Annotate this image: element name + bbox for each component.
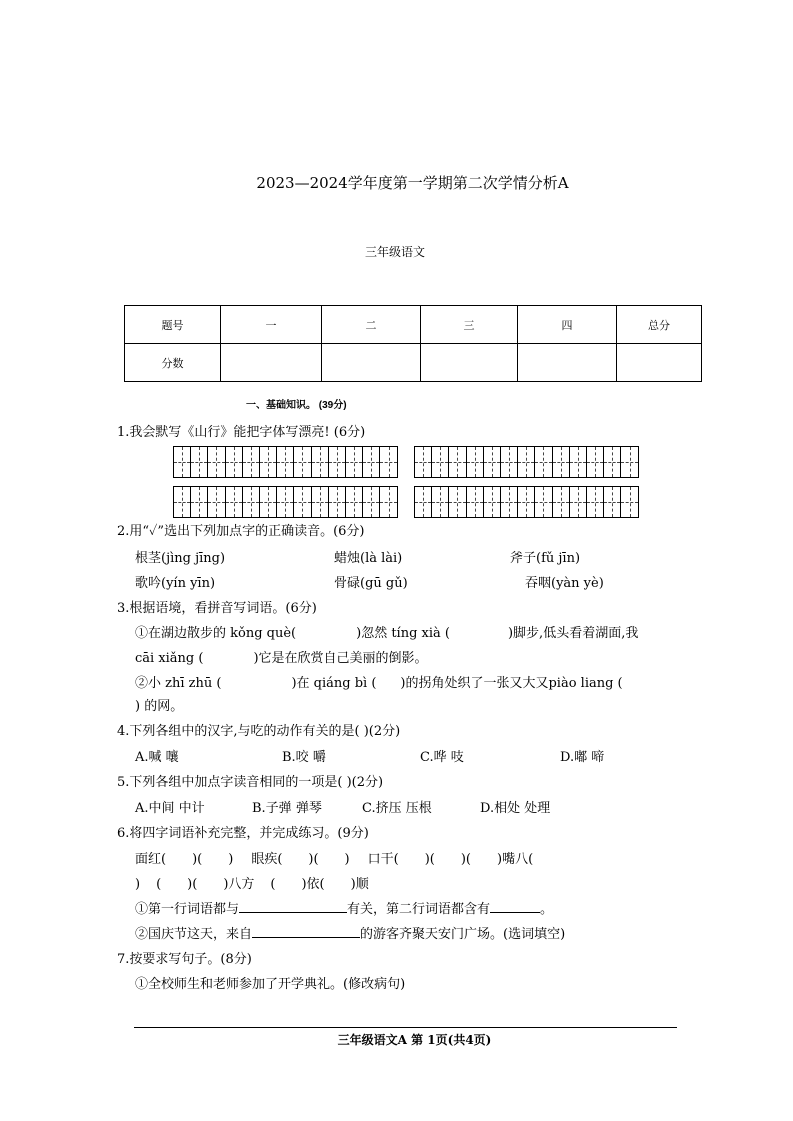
- score-table-score-row: [125, 344, 702, 382]
- score-cell-1[interactable]: [221, 344, 322, 382]
- writing-grid[interactable]: [414, 446, 639, 478]
- question-5: 5.下列各组中加点字读音相同的一项是( )(2分): [117, 775, 384, 790]
- score-header-cell: 四: [518, 306, 617, 344]
- score-table: [124, 305, 702, 382]
- choice-option[interactable]: A.喊 嚷: [135, 750, 179, 765]
- q3-text: cāi xiǎng (: [135, 651, 204, 666]
- idiom-fragment: )(: [460, 852, 472, 867]
- choice-option[interactable]: D.相处 处理: [480, 801, 551, 816]
- q6-text: 有关，第二行词语都含有: [347, 902, 491, 917]
- q6-idioms-row-2: [135, 873, 369, 892]
- score-cell-total[interactable]: [617, 344, 702, 382]
- q6-sub-2: [135, 923, 565, 942]
- idiom-fragment: )顺: [350, 877, 369, 892]
- idiom-fragment: (: [270, 877, 276, 892]
- question-2: 2.用“✓”选出下列加点字的正确读音。(6分): [117, 524, 365, 539]
- q6-text: 。: [540, 902, 554, 917]
- idiom-fragment: )八方: [223, 877, 255, 892]
- idiom-fragment: )依(: [301, 877, 325, 892]
- score-header-cell: 题号: [125, 306, 221, 344]
- q3-text: ②小 zhī zhū (: [135, 676, 222, 691]
- choice-option[interactable]: C.哗 吱: [420, 750, 464, 765]
- choice-option[interactable]: B.咬 嚼: [282, 750, 326, 765]
- idiom-fragment: )(: [424, 852, 435, 867]
- q3-line-1: [135, 622, 638, 641]
- writing-grid[interactable]: [173, 446, 398, 478]
- question-4: 4.下列各组中的汉字,与吃的动作有关的是( )(2分): [117, 724, 401, 739]
- question-1: 1.我会默写《山行》能把字体写漂亮! (6分): [117, 425, 366, 440]
- idiom-fragment: ): [344, 852, 350, 867]
- section-heading: 一、基础知识。 (39分): [246, 400, 347, 411]
- question-3: 3.根据语境，看拼音写词语。(6分): [117, 601, 317, 616]
- idiom-fragment: )(: [192, 852, 203, 867]
- score-header-cell: 二: [322, 306, 421, 344]
- answer-line[interactable]: [252, 925, 360, 938]
- idiom-fragment: (: [156, 877, 162, 892]
- q6-text: ①第一行词语都与: [135, 902, 240, 917]
- choice-option[interactable]: C.挤压 压根: [362, 801, 432, 816]
- score-cell-4[interactable]: [518, 344, 617, 382]
- score-header-cell: 一: [221, 306, 322, 344]
- answer-line[interactable]: [239, 900, 347, 913]
- score-cell-3[interactable]: [421, 344, 518, 382]
- writing-grid[interactable]: [414, 486, 639, 518]
- answer-line[interactable]: [490, 900, 540, 913]
- q3-line-4: ) 的网。: [135, 699, 184, 714]
- exam-title: 2023—2024学年度第一学期第二次学情分析A: [256, 174, 569, 192]
- q6-text: ②国庆节这天，来自: [135, 927, 253, 942]
- idiom-fragment: ): [228, 852, 234, 867]
- idiom-fragment: ): [135, 877, 141, 892]
- idiom-fragment: 面红(: [135, 852, 167, 867]
- idiom-fragment: )嘴八(: [497, 852, 534, 867]
- q6-sub-1: [135, 898, 553, 917]
- writing-grid[interactable]: [173, 486, 398, 518]
- pinyin-option[interactable]: 斧子(fǔ jīn): [510, 551, 581, 566]
- exam-subtitle: 三年级语文: [365, 245, 426, 259]
- score-header-cell: 三: [421, 306, 518, 344]
- pinyin-option[interactable]: 骨碌(gū gǔ): [334, 576, 408, 591]
- q3-text: ①在湖边散步的 kǒng què(: [135, 626, 297, 641]
- q3-line-2: [135, 647, 428, 666]
- q3-text: )忽然 tíng xià (: [356, 626, 450, 641]
- q7-sub-1: ①全校师生和老师参加了开学典礼。(修改病句): [135, 977, 406, 992]
- q3-line-3: [135, 672, 623, 691]
- page-footer: 三年级语文A 第 1页(共4页): [337, 1033, 492, 1047]
- pinyin-option[interactable]: 根茎(jìng jīng): [135, 551, 226, 566]
- choice-option[interactable]: B.子弹 弹琴: [252, 801, 322, 816]
- pinyin-option[interactable]: 蜡烛(là lài): [334, 551, 403, 566]
- question-6: 6.将四字词语补充完整，并完成练习。(9分): [117, 826, 369, 841]
- score-table-header-row: [125, 306, 702, 344]
- score-header-cell: 总分: [617, 306, 702, 344]
- q3-text: )的拐角处织了一张又大又piào liang (: [400, 676, 623, 691]
- footer-divider: [134, 1027, 677, 1028]
- q3-text: )脚步,低头看着湖面,我: [507, 626, 639, 641]
- pinyin-option[interactable]: 吞咽(yàn yè): [525, 576, 604, 591]
- q6-text: 的游客齐聚天安门广场。(选词填空): [360, 927, 566, 942]
- idiom-fragment: 眼疾(: [251, 852, 283, 867]
- question-7: 7.按要求写句子。(8分): [117, 952, 252, 967]
- q6-idioms-row-1: [135, 848, 715, 867]
- q3-text: )它是在欣赏自己美丽的倒影。: [253, 651, 428, 666]
- choice-option[interactable]: A.中间 中计: [135, 801, 205, 816]
- score-row-label: 分数: [125, 344, 221, 382]
- idiom-fragment: )(: [187, 877, 198, 892]
- pinyin-option[interactable]: 歌吟(yín yīn): [135, 576, 216, 591]
- score-cell-2[interactable]: [322, 344, 421, 382]
- q3-text: )在 qiáng bì (: [291, 676, 377, 691]
- idiom-fragment: 口干(: [367, 852, 399, 867]
- choice-option[interactable]: D.嘟 啼: [560, 750, 605, 765]
- idiom-fragment: )(: [308, 852, 319, 867]
